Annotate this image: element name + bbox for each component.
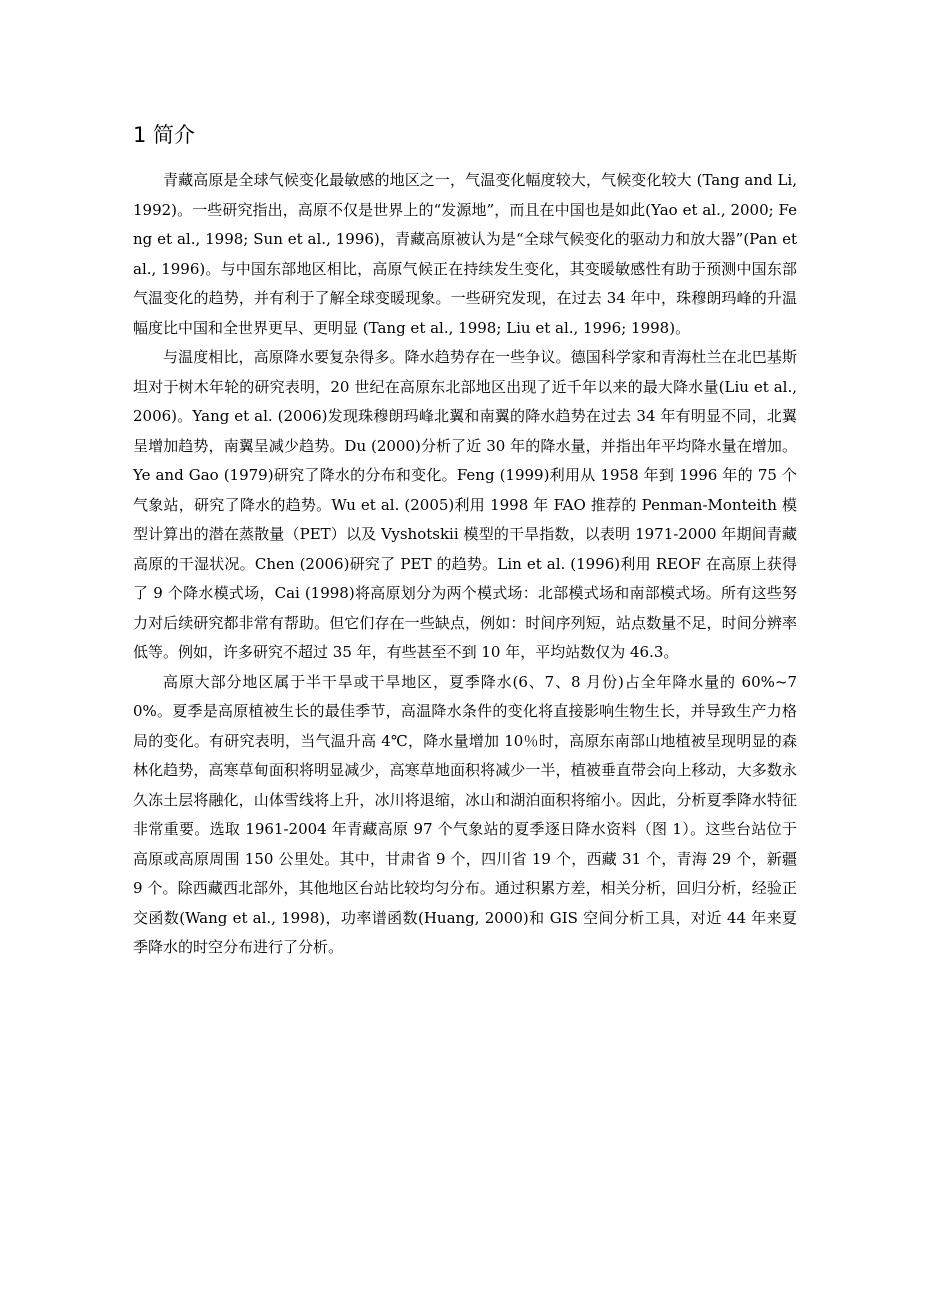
paragraph-2: 与温度相比，高原降水要复杂得多。降水趋势存在一些争议。德国科学家和青海杜兰在北巴基斯坦对于树木年轮的研究表明，20 世纪在高原东北部地区出现了近千年以来的最大降水量(Liu et al., 2006)。Yang et al. (2006)发现珠穆朗玛峰北翼和南翼的降水趋势在过去 34 年有明显不同，北翼呈增加趋势，南翼呈减少趋势。Du (2000)分析了近 30 年的降水量，并指出年平均降水量在增加。Ye and Gao (1979)研究了降水的分布和变化。Feng (1999)利用从 1958 年到 1996 年的 75 个气象站，研究了降水的趋势。Wu et al. (2005)利用 1998 年 FAO 推荐的 Penman-Monteith 模型计算出的潜在蒸散量（PET）以及 Vyshotskii 模型的干旱指数，以表明 1971-2000 年期间青藏高原的干湿状况。Chen (2006)研究了 PET 的趋势。Lin et al. (1996)利用 REOF 在高原上获得了 9 个降水模式场，Cai (1998)将高原划分为两个模式场：北部模式场和南部模式场。所有这些努力对后续研究都非常有帮助。但它们存在一些缺点，例如：时间序列短，站点数量不足，时间分辨率低等。例如，许多研究不超过 35 年，有些甚至不到 10 年，平均站数仅为 46.3。	[133, 348, 797, 661]
section-introduction	[133, 118, 797, 963]
paragraph-1: 青藏高原是全球气候变化最敏感的地区之一，气温变化幅度较大，气候变化较大 (Tang and Li, 1992)。一些研究指出，高原不仅是世界上的“发源地”，而且在中国也是如此(Yao et al., 2000; Feng et al., 1998; Sun et al., 1996)，青藏高原被认为是“全球气候变化的驱动力和放大器”(Pan et al., 1996)。与中国东部地区相比，高原气候正在持续发生变化，其变暖敏感性有助于预测中国东部气温变化的趋势，并有利于了解全球变暖现象。一些研究发现，在过去 34 年中，珠穆朗玛峰的升温幅度比中国和全世界更早、更明显 (Tang et al., 1998; Liu et al., 1996; 1998)。	[133, 171, 797, 337]
section-heading: 1 简介	[133, 123, 196, 147]
paragraph-3: 高原大部分地区属于半干旱或干旱地区，夏季降水(6、7、8 月份)占全年降水量的 60%~70%。夏季是高原植被生长的最佳季节，高温降水条件的变化将直接影响生物生长，并导致生产力格局的变化。有研究表明，当气温升高 4℃，降水量增加 10％时，高原东南部山地植被呈现明显的森林化趋势，高寒草甸面积将明显减少，高寒草地面积将减少一半，植被垂直带会向上移动，大多数永久冻土层将融化，山体雪线将上升，冰川将退缩，冰山和湖泊面积将缩小。因此，分析夏季降水特征非常重要。选取 1961-2004 年青藏高原 97 个气象站的夏季逐日降水资料（图 1）。这些台站位于高原或高原周围 150 公里处。其中，甘肃省 9 个，四川省 19 个，西藏 31 个，青海 29 个，新疆 9 个。除西藏西北部外，其他地区台站比较均匀分布。通过积累方差，相关分析，回归分析，经验正交函数(Wang et al., 1998)，功率谱函数(Huang, 2000)和 GIS 空间分析工具，对近 44 年来夏季降水的时空分布进行了分析。	[133, 672, 797, 956]
